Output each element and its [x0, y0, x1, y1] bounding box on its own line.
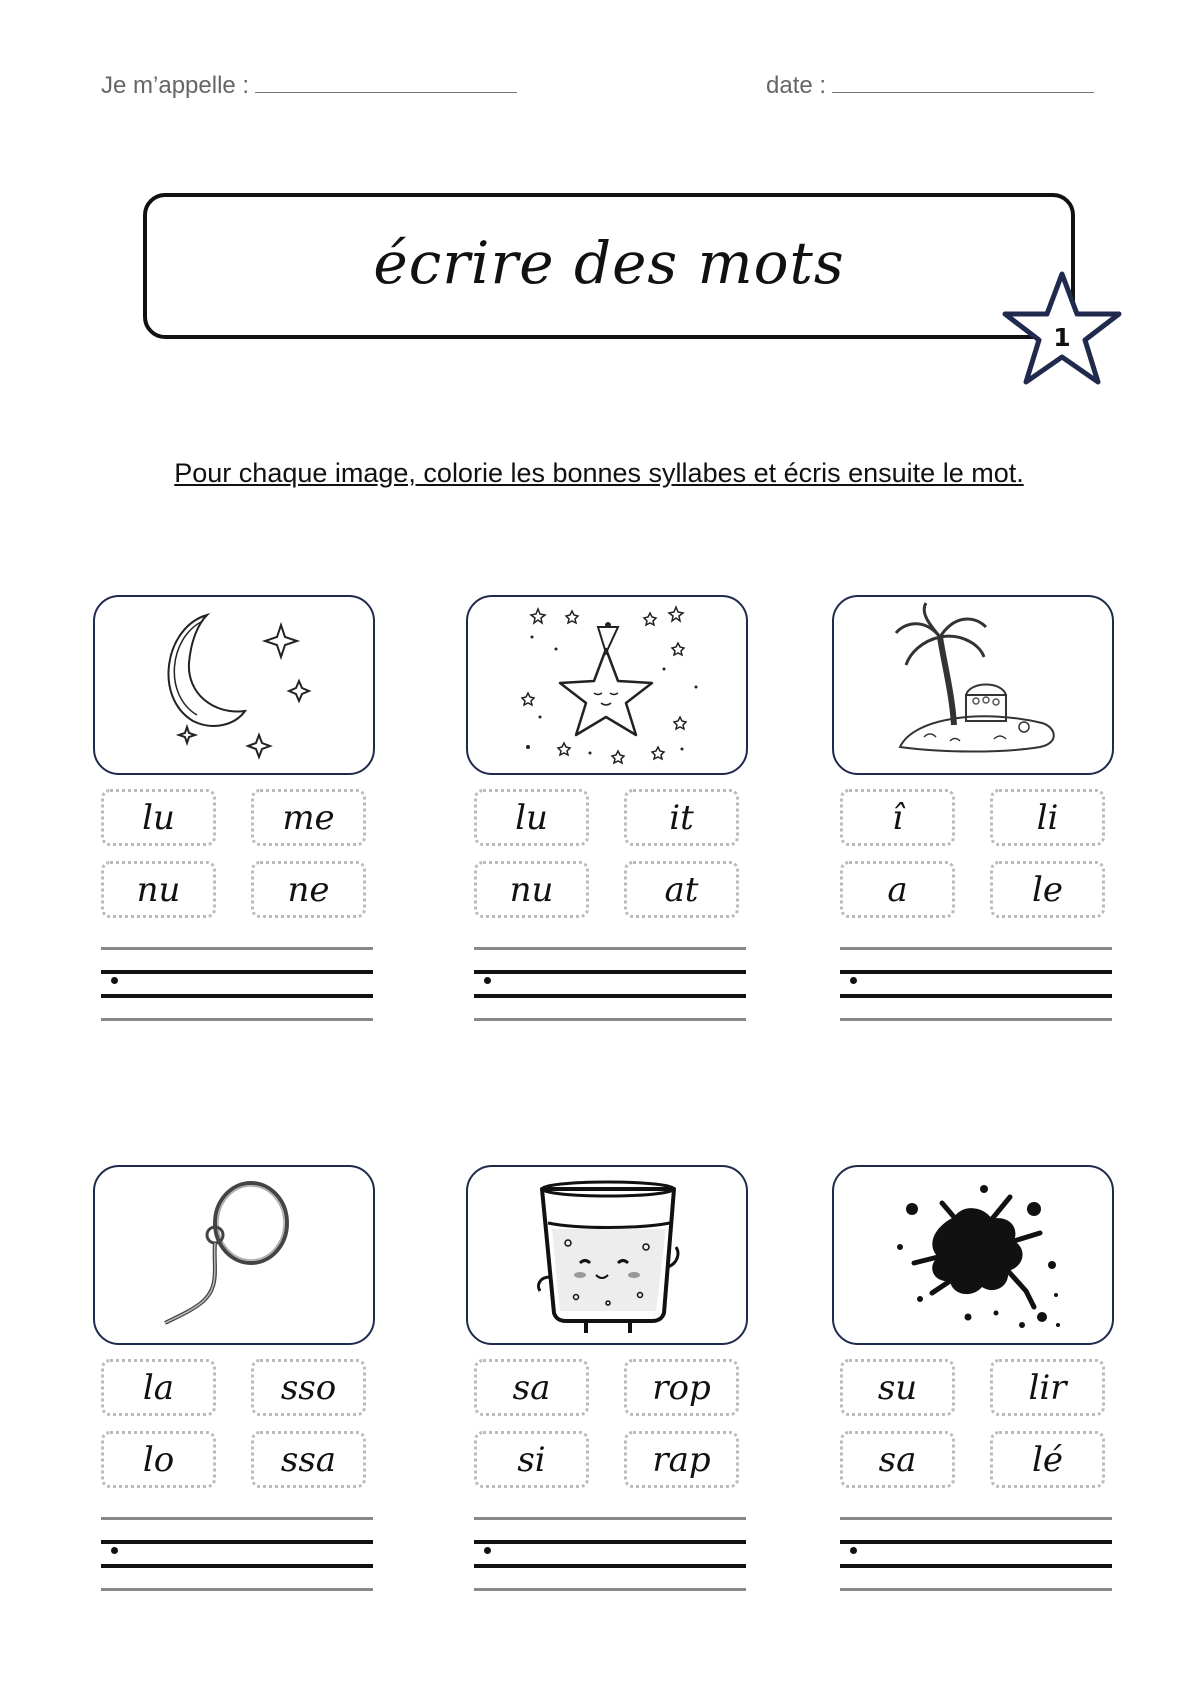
- start-dot: [850, 1547, 857, 1554]
- moon-icon: [95, 597, 373, 773]
- syllable-box[interactable]: lo: [101, 1431, 216, 1488]
- start-dot: [850, 977, 857, 984]
- picture-frame: [832, 1165, 1114, 1345]
- syllable-box[interactable]: î: [840, 789, 955, 846]
- syllable-box[interactable]: nu: [101, 861, 216, 918]
- writing-lines[interactable]: [101, 1517, 373, 1597]
- picture-frame: [93, 595, 375, 775]
- page-title: écrire des mots: [373, 229, 845, 297]
- syllable-box[interactable]: a: [840, 861, 955, 918]
- picture-frame: [832, 595, 1114, 775]
- syllable-box[interactable]: it: [624, 789, 739, 846]
- syllable-box[interactable]: sa: [840, 1431, 955, 1488]
- start-dot: [484, 1547, 491, 1554]
- party-star-icon: [468, 597, 746, 773]
- date-header: [766, 72, 1094, 100]
- writing-lines[interactable]: [474, 947, 746, 1027]
- writing-lines[interactable]: [101, 947, 373, 1027]
- syllable-box[interactable]: lé: [990, 1431, 1105, 1488]
- picture-frame: [93, 1165, 375, 1345]
- syllable-box[interactable]: at: [624, 861, 739, 918]
- date-field[interactable]: [832, 72, 1094, 93]
- glass-icon: [468, 1167, 746, 1343]
- ink-splash-icon: [834, 1167, 1112, 1343]
- syllable-box[interactable]: ssa: [251, 1431, 366, 1488]
- name-header: [101, 72, 517, 100]
- name-label: Je m’appelle :: [101, 72, 250, 99]
- date-label: date :: [766, 72, 827, 99]
- title-box: [143, 193, 1075, 339]
- syllable-box[interactable]: ne: [251, 861, 366, 918]
- syllable-box[interactable]: li: [990, 789, 1105, 846]
- syllable-box[interactable]: rop: [624, 1359, 739, 1416]
- syllable-box[interactable]: le: [990, 861, 1105, 918]
- syllable-box[interactable]: si: [474, 1431, 589, 1488]
- syllable-box[interactable]: lu: [474, 789, 589, 846]
- picture-frame: [466, 595, 748, 775]
- start-dot: [484, 977, 491, 984]
- syllable-box[interactable]: me: [251, 789, 366, 846]
- syllable-box[interactable]: sa: [474, 1359, 589, 1416]
- lasso-icon: [95, 1167, 373, 1343]
- name-field[interactable]: [255, 72, 517, 93]
- instruction: Pour chaque image, colorie les bonnes syllabes et écris ensuite le mot.: [174, 458, 1024, 488]
- start-dot: [111, 977, 118, 984]
- writing-lines[interactable]: [840, 947, 1112, 1027]
- picture-frame: [466, 1165, 748, 1345]
- island-icon: [834, 597, 1112, 773]
- writing-lines[interactable]: [474, 1517, 746, 1597]
- level-number: 1: [1053, 322, 1071, 352]
- syllable-box[interactable]: sso: [251, 1359, 366, 1416]
- syllable-box[interactable]: lir: [990, 1359, 1105, 1416]
- level-star: [997, 268, 1127, 392]
- start-dot: [111, 1547, 118, 1554]
- syllable-box[interactable]: la: [101, 1359, 216, 1416]
- syllable-box[interactable]: lu: [101, 789, 216, 846]
- syllable-box[interactable]: su: [840, 1359, 955, 1416]
- syllable-box[interactable]: rap: [624, 1431, 739, 1488]
- writing-lines[interactable]: [840, 1517, 1112, 1597]
- syllable-box[interactable]: nu: [474, 861, 589, 918]
